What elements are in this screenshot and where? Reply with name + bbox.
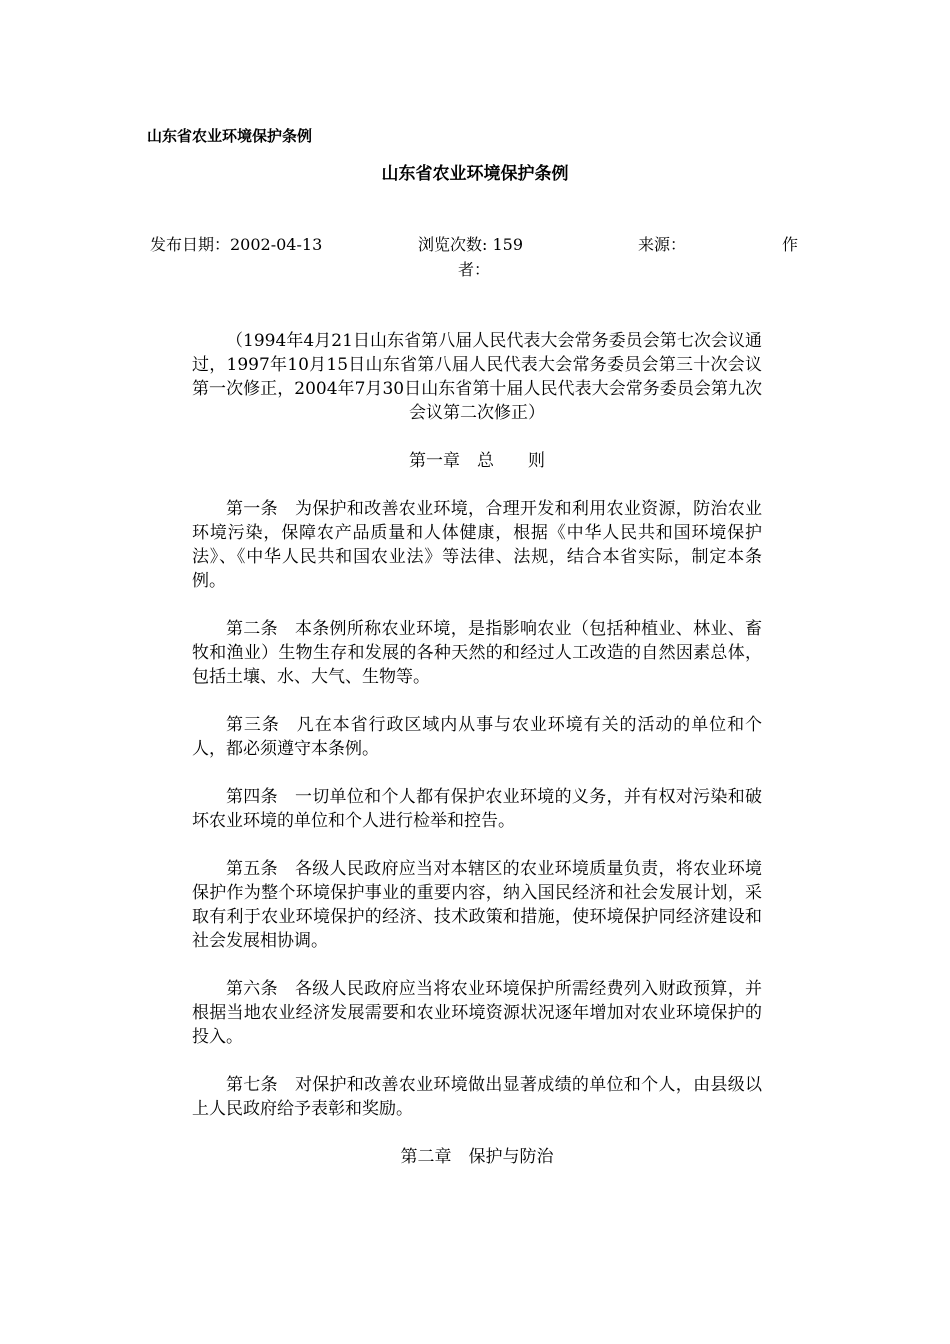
article-number: 第五条 <box>226 859 278 879</box>
article-number: 第四条 <box>226 787 278 807</box>
meta-author-label-part2: 者： <box>458 260 491 279</box>
article-3 <box>192 713 762 761</box>
article-7 <box>192 1073 762 1121</box>
article-text: 各级人民政府应当对本辖区的农业环境质量负责，将农业环境保护作为整个环境保护事业的重要内容，纳入国民经济和社会发展计划，采取有利于农业环境保护的经济、技术政策和措施，使环境保护同经济建设和社会发展相协调。 <box>192 859 762 951</box>
article-text: 各级人民政府应当将农业环境保护所需经费列入财政预算，并根据当地农业经济发展需要和农业环境资源状况逐年增加对农业环境保护的投入。 <box>192 979 762 1047</box>
document-main-title: 山东省农业环境保护条例 <box>381 164 569 184</box>
article-text: 本条例所称农业环境，是指影响农业（包括种植业、林业、畜牧和渔业）生物生存和发展的各种天然的和经过人工改造的自然因素总体，包括土壤、水、大气、生物等。 <box>192 619 762 687</box>
article-number: 第一条 <box>226 499 278 519</box>
article-2 <box>192 617 762 689</box>
chapter-heading-2: 第二章 保护与防治 <box>400 1147 554 1167</box>
chapter-heading-1: 第一章 总 则 <box>409 451 545 471</box>
meta-publish-date: 发布日期：2002-04-13 <box>150 235 323 254</box>
article-text: 对保护和改善农业环境做出显著成绩的单位和个人，由县级以上人民政府给予表彰和奖励。 <box>192 1075 762 1119</box>
meta-author-label-part1: 作 <box>782 235 799 254</box>
article-number: 第二条 <box>226 619 278 639</box>
article-text: 为保护和改善农业环境，合理开发和利用农业资源，防治农业环境污染，保障农产品质量和人体健康，根据《中华人民共和国环境保护法》、《中华人民共和国农业法》等法律、法规，结合本省实际，制定本条例。 <box>192 499 762 591</box>
document-body <box>192 329 762 1169</box>
article-6 <box>192 977 762 1049</box>
preamble-paragraph: （1994年4月21日山东省第八届人民代表大会常务委员会第七次会议通过，1997年10月15日山东省第八届人民代表大会常务委员会第三十次会议第一次修正，2004年7月30日山东省第十届人民代表大会常务委员会第九次会议第二次修正） <box>192 331 762 423</box>
article-1 <box>192 497 762 593</box>
meta-view-count: 浏览次数: 159 <box>418 235 524 254</box>
article-text: 凡在本省行政区域内从事与农业环境有关的活动的单位和个人，都必须遵守本条例。 <box>192 715 762 759</box>
article-number: 第六条 <box>226 979 278 999</box>
document-header-title: 山东省农业环境保护条例 <box>147 127 313 145</box>
meta-source: 来源： <box>638 235 687 254</box>
article-number: 第七条 <box>226 1075 278 1095</box>
article-number: 第三条 <box>226 715 280 735</box>
article-text: 一切单位和个人都有保护农业环境的义务，并有权对污染和破坏农业环境的单位和个人进行检举和控告。 <box>192 787 762 831</box>
article-4 <box>192 785 762 833</box>
article-5 <box>192 857 762 953</box>
